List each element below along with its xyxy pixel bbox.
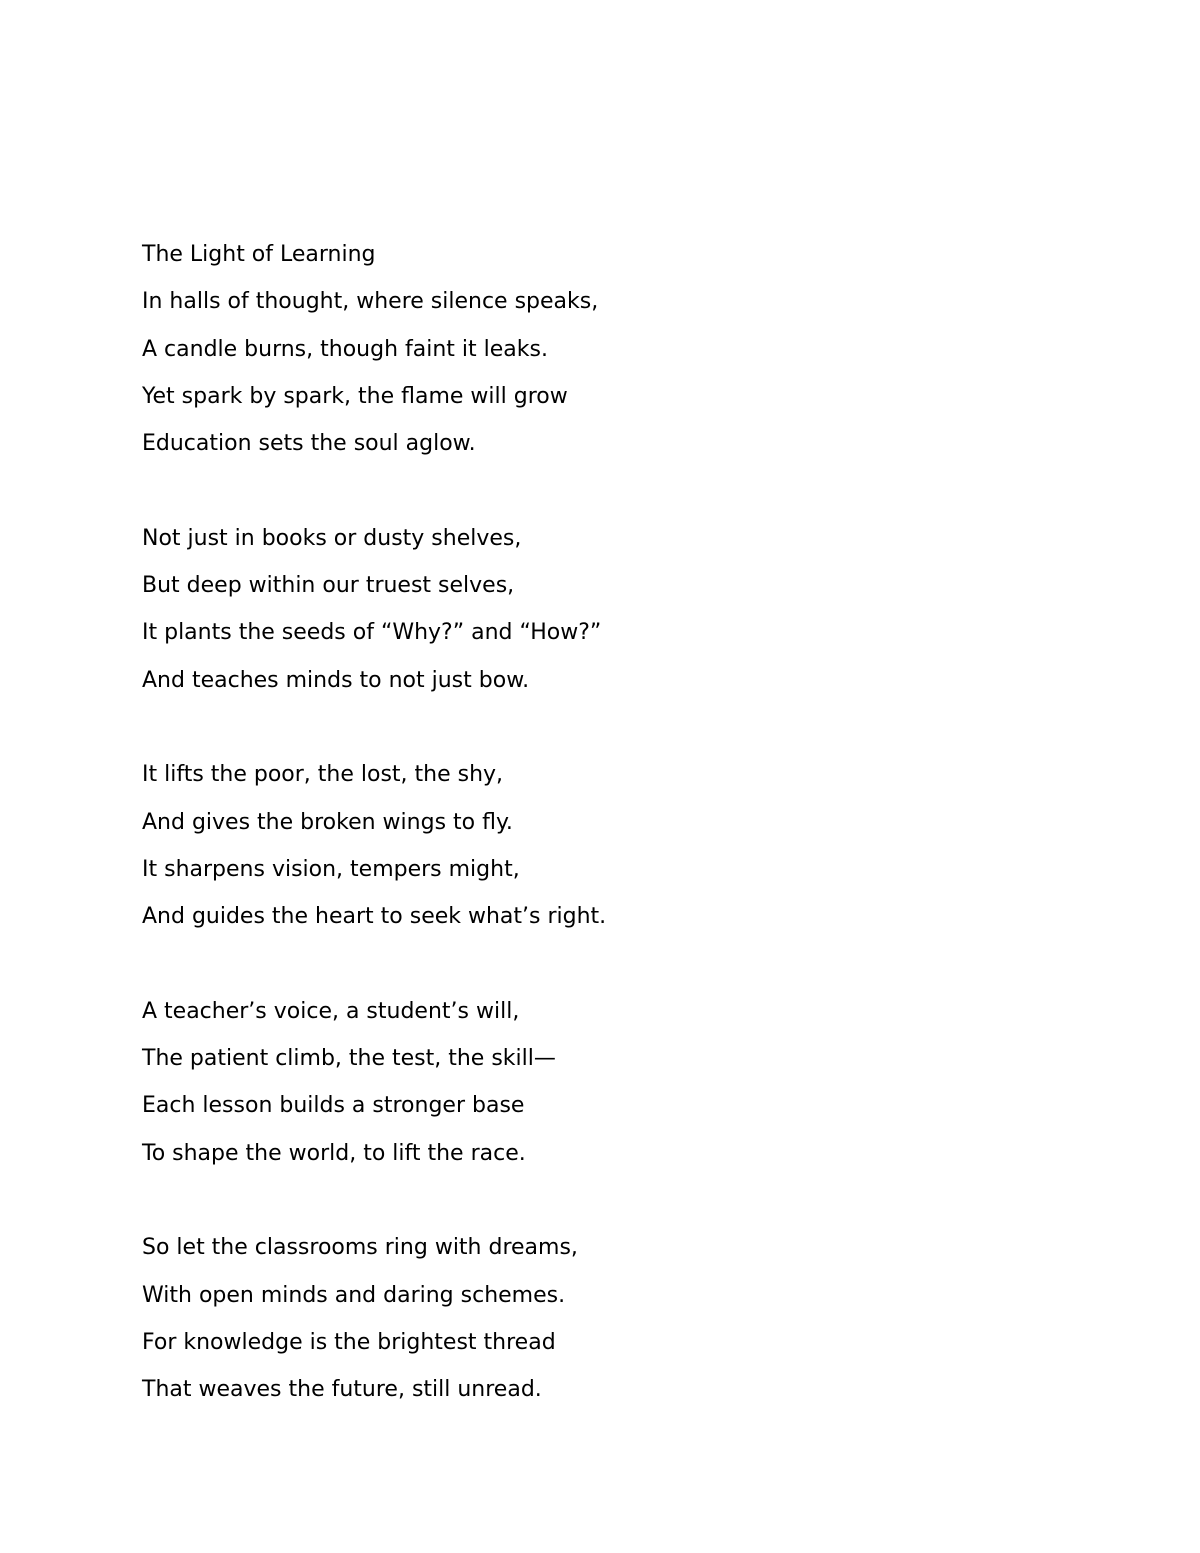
stanza-break	[142, 467, 1142, 514]
poem-line: It lifts the poor, the lost, the shy,	[142, 762, 504, 788]
poem-line: A candle burns, though faint it leaks.	[142, 336, 548, 362]
stanza-2	[142, 515, 1142, 704]
poem	[142, 231, 1142, 1413]
poem-line: Not just in books or dusty shelves,	[142, 525, 522, 551]
stanza-1	[142, 278, 1142, 467]
poem-line: And gives the broken wings to fly.	[142, 809, 513, 835]
poem-line: A teacher’s voice, a student’s will,	[142, 998, 520, 1024]
poem-line: So let the classrooms ring with dreams,	[142, 1235, 578, 1261]
poem-line: That weaves the future, still unread.	[142, 1377, 542, 1403]
poem-line: It plants the seeds of “Why?” and “How?”	[142, 620, 602, 646]
stanza-4	[142, 988, 1142, 1177]
stanza-break	[142, 940, 1142, 987]
poem-line: But deep within our truest selves,	[142, 573, 515, 599]
stanza-break	[142, 704, 1142, 751]
poem-line: It sharpens vision, tempers might,	[142, 856, 520, 882]
stanza-3	[142, 751, 1142, 940]
poem-line: For knowledge is the brightest thread	[142, 1329, 556, 1355]
poem-line: And teaches minds to not just bow.	[142, 667, 530, 693]
poem-line: To shape the world, to lift the race.	[142, 1140, 526, 1166]
poem-line: The patient climb, the test, the skill—	[142, 1046, 556, 1072]
poem-line: And guides the heart to seek what’s right.	[142, 904, 607, 930]
poem-line: With open minds and daring schemes.	[142, 1282, 566, 1308]
poem-line: Each lesson builds a stronger base	[142, 1093, 525, 1119]
poem-line: Yet spark by spark, the flame will grow	[142, 383, 568, 409]
poem-title: The Light of Learning	[142, 242, 376, 267]
poem-line: In halls of thought, where silence speaks,	[142, 289, 599, 315]
poem-line: Education sets the soul aglow.	[142, 431, 476, 457]
stanza-5	[142, 1224, 1142, 1413]
stanza-break	[142, 1177, 1142, 1224]
